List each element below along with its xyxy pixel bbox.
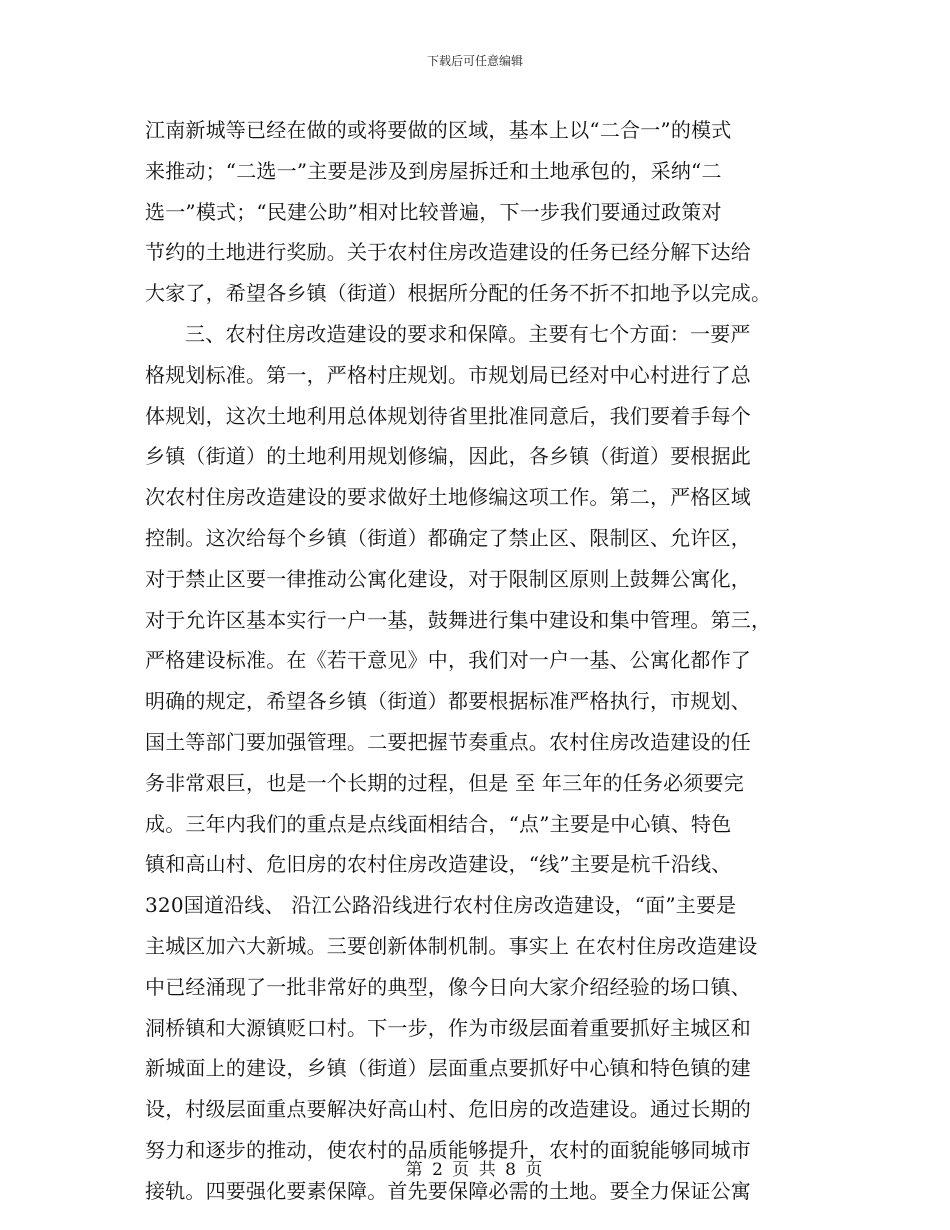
text-line: 体规划，这次土地利用总体规划待省里批准同意后，我们要着手每个 <box>145 403 751 428</box>
page-header: 下载后可任意编辑 <box>426 54 523 68</box>
text-line: 来推动；“二选一”主要是涉及到房屋拆迁和土地承包的，采纳“二 <box>145 158 722 183</box>
text-line: 江南新城等已经在做的或将要做的区域，基本上以“二合一”的模式 <box>145 118 732 142</box>
document-body <box>145 110 805 1212</box>
text-line: 设，村级层面重点要解决好高山村、危旧房的改造建设。通过长期的 <box>145 1097 751 1122</box>
page-footer: 第 2 页 共 8 页 <box>405 1160 545 1180</box>
text-line: 接轨。四要强化要素保障。首先要保障必需的土地。要全力保证公寓 <box>145 1178 751 1203</box>
text-line: 节约的土地进行奖励。关于农村住房改造建设的任务已经分解下达给 <box>145 240 751 265</box>
text-line: 努力和逐步的推动，使农村的品质能够提升，农村的面貌能够同城市 <box>145 1137 751 1162</box>
text-line: 务非常艰巨，也是一个长期的过程，但是 至 年三年的任务必须要完 <box>145 770 744 795</box>
text-line: 国土等部门要加强管理。二要把握节奏重点。农村住房改造建设的任 <box>145 729 751 754</box>
text-line: 控制。这次给每个乡镇（街道）都确定了禁止区、限制区、允许区， <box>145 525 751 550</box>
text-line: 对于禁止区要一律推动公寓化建设，对于限制区原则上鼓舞公寓化， <box>145 566 751 591</box>
text-line: 大家了，希望各乡镇（街道）根据所分配的任务不折不扣地予以完成。 <box>145 281 772 306</box>
text-line: 对于允许区基本实行一户一基，鼓舞进行集中建设和集中管理。第三， <box>145 607 772 632</box>
text-line: 格规划标准。第一，严格村庄规划。市规划局已经对中心村进行了总 <box>145 362 751 387</box>
text-line: 中已经涌现了一批非常好的典型，像今日向大家介绍经验的场口镇、 <box>145 974 751 999</box>
text-line: 主城区加六大新城。三要创新体制机制。事实上 在农村住房改造建设 <box>145 933 758 958</box>
text-line: 320国道沿线、 沿江公路沿线进行农村住房改造建设，“面”主要是 <box>145 893 737 918</box>
text-line: 成。三年内我们的重点是点线面相结合，“点”主要是中心镇、特色 <box>145 811 732 836</box>
text-line: 新城面上的建设，乡镇（街道）层面重点要抓好中心镇和特色镇的建 <box>145 1056 751 1081</box>
text-line: 洞桥镇和大源镇贬口村。下一步，作为市级层面着重要抓好主城区和 <box>145 1015 751 1040</box>
text-line: 严格建设标准。在《若干意见》中，我们对一户一基、公寓化都作了 <box>145 648 751 673</box>
text-line: 明确的规定，希望各乡镇（街道）都要根据标准严格执行，市规划、 <box>145 689 751 714</box>
paragraph-start-line: 三、农村住房改造建设的要求和保障。主要有七个方面：一要严 <box>185 321 751 346</box>
text-line: 次农村住房改造建设的要求做好土地修编这项工作。第二，严格区域 <box>145 485 751 510</box>
text-line: 选一”模式；“民建公助”相对比较普遍，下一步我们要通过政策对 <box>145 199 722 224</box>
text-line: 乡镇（街道）的土地利用规划修编，因此，各乡镇（街道）要根据此 <box>145 444 751 469</box>
text-line: 镇和高山村、危旧房的农村住房改造建设，“线”主要是杭千沿线、 <box>145 852 732 877</box>
